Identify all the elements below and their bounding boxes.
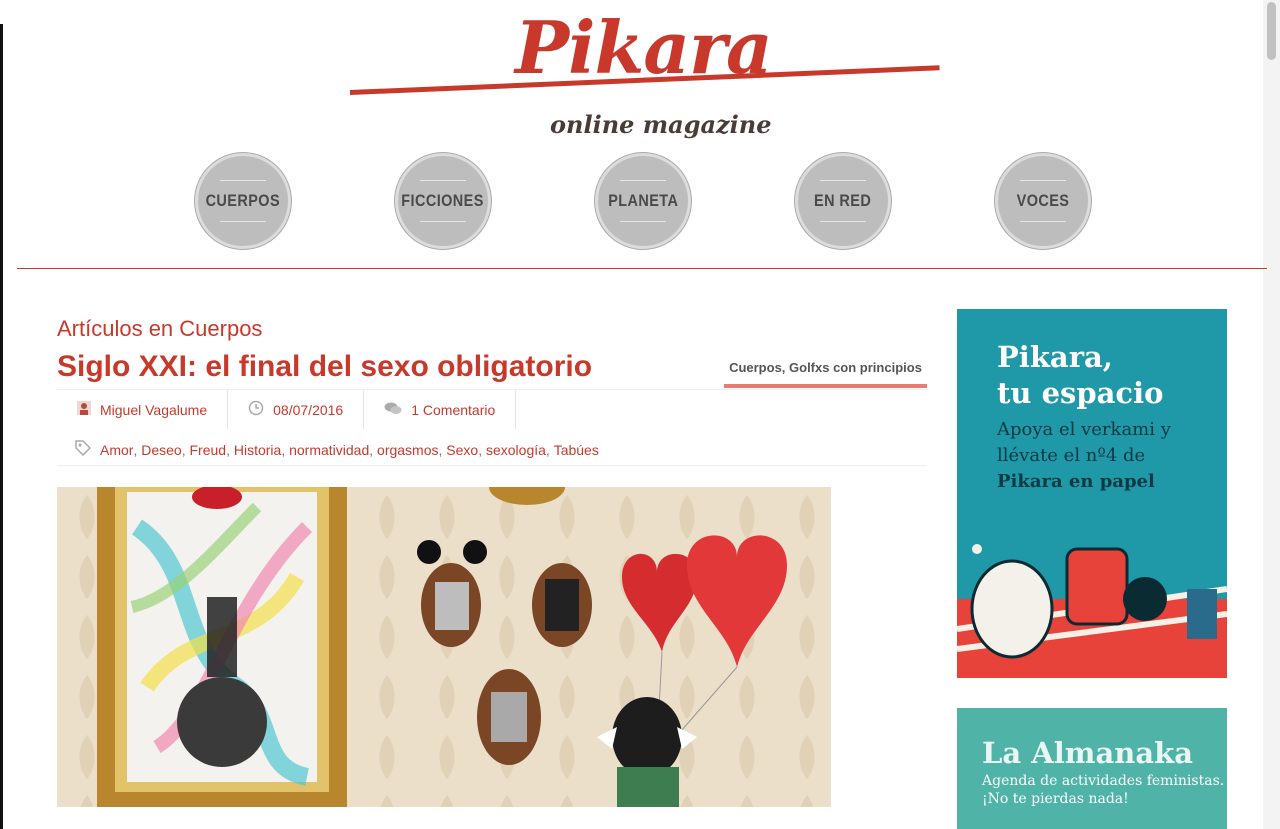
meta-date xyxy=(228,390,364,430)
article-title[interactable] xyxy=(57,350,592,384)
ad2-body-line: Agenda de actividades feministas. xyxy=(982,773,1225,789)
vertical-scrollbar[interactable] xyxy=(1263,0,1280,829)
sidebar-ad-almanaka[interactable] xyxy=(957,708,1227,829)
tag-link[interactable]: sexología xyxy=(485,442,546,458)
nav-item-label: EN RED xyxy=(814,191,872,210)
article-tags: Amor , Deseo , Freud , Historia , normatividad , orgasmos , Sexo , sexología , Tabúes xyxy=(75,440,599,460)
tag-link[interactable]: Tabúes xyxy=(553,442,599,458)
nav-item-voces[interactable] xyxy=(995,153,1091,249)
nav-item-label: CUERPOS xyxy=(205,191,281,210)
meta-author[interactable] xyxy=(57,390,228,430)
clock-icon xyxy=(248,400,264,420)
tag-link[interactable]: Historia xyxy=(233,442,282,458)
ad1-body xyxy=(997,417,1171,495)
logo-tagline: online magazine xyxy=(550,110,772,139)
nav-item-label: VOCES xyxy=(1016,191,1070,210)
tag-link[interactable]: Deseo xyxy=(141,442,182,458)
tag-link[interactable]: orgasmos xyxy=(377,442,439,458)
ad1-body-line: Pikara en papel xyxy=(997,471,1155,492)
speech-bubbles-icon xyxy=(384,401,402,420)
ad2-title: La Almanaka xyxy=(982,736,1194,770)
nav-item-label: PLANETA xyxy=(607,191,679,210)
article-title-text: Siglo XXI: el final del sexo obligatorio xyxy=(57,350,593,383)
ad1-body-line: Apoya el verkami y xyxy=(997,419,1171,440)
article-categories[interactable]: Cuerpos, Golfxs con principios xyxy=(724,360,927,388)
tag-link[interactable]: Freud xyxy=(189,442,227,458)
nav-item-cuerpos[interactable] xyxy=(195,153,291,249)
scrollbar-thumb[interactable] xyxy=(1267,2,1276,60)
featured-image[interactable] xyxy=(57,487,831,807)
ad1-title-line: tu espacio xyxy=(997,376,1164,410)
meta-comments[interactable] xyxy=(364,390,516,430)
tags-divider xyxy=(57,465,927,466)
nav-item-ficciones[interactable] xyxy=(395,153,491,249)
logo-wordmark: Pikara xyxy=(515,5,772,90)
author-name[interactable]: Miguel Vagalume xyxy=(100,402,208,418)
nav-item-planeta[interactable] xyxy=(595,153,691,249)
article-meta xyxy=(57,390,516,430)
nav-item-label: FICCIONES xyxy=(401,191,485,210)
author-avatar-icon xyxy=(77,401,91,419)
ad2-body xyxy=(982,772,1224,808)
site-logo[interactable] xyxy=(340,5,950,145)
sidebar-ad-verkami[interactable] xyxy=(957,309,1227,678)
ad1-title-line: Pikara, xyxy=(997,340,1113,374)
tag-icon xyxy=(75,440,91,460)
post-date: 08/07/2016 xyxy=(273,402,344,418)
nav-item-en-red[interactable] xyxy=(795,153,891,249)
ad1-illustration xyxy=(957,529,1227,678)
tag-link[interactable]: Sexo xyxy=(446,442,479,458)
tag-link[interactable]: Amor xyxy=(100,442,134,458)
comments-link[interactable]: 1 Comentario xyxy=(411,402,496,418)
featured-illustration xyxy=(57,487,831,807)
section-label: Artículos en Cuerpos xyxy=(57,316,263,341)
ad1-title xyxy=(997,339,1163,411)
ad2-body-line: ¡No te pierdas nada! xyxy=(982,791,1129,807)
tag-link[interactable]: normatividad xyxy=(289,442,370,458)
ad1-body-line: llévate el nº4 de xyxy=(997,445,1146,466)
window-left-edge xyxy=(0,24,3,829)
header-divider xyxy=(17,268,1267,269)
